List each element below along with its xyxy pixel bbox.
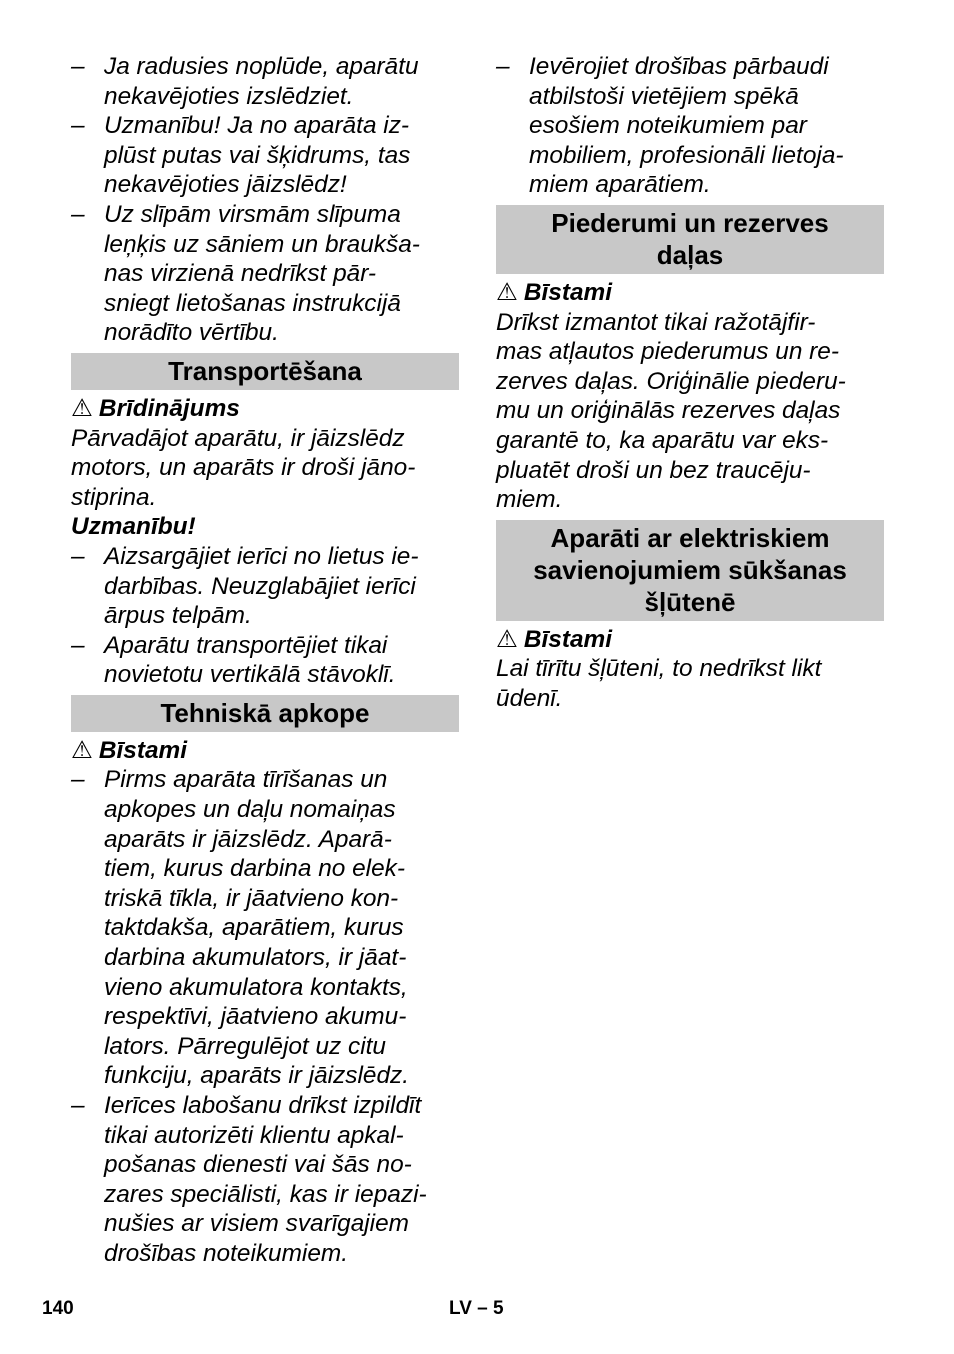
line: miem aparātiem. xyxy=(529,171,711,199)
line: darbina akumulators, ir jāat- xyxy=(104,944,407,972)
line: vieno akumulatora kontakts, xyxy=(104,973,408,1001)
dash-marker: – xyxy=(71,200,85,228)
line: Pārvadājot aparātu, ir jāizslēdz xyxy=(71,424,405,452)
line: leņķis uz sāniem un braukša- xyxy=(104,230,420,258)
caution-label: Uzmanību! xyxy=(71,513,196,541)
line: funkciju, aparāts ir jāizslēdz. xyxy=(104,1062,410,1090)
line: motors, un aparāts ir droši jāno- xyxy=(71,454,416,482)
warning-triangle-icon: ⚠ xyxy=(496,625,518,653)
transport-bullet-list xyxy=(71,542,459,690)
list-item xyxy=(71,52,459,111)
heading-line: savienojumiem sūkšanas xyxy=(533,554,847,585)
line: tikai autorizēti klientu apkal- xyxy=(104,1121,404,1149)
line: nas virzienā nedrīkst pār- xyxy=(104,260,377,288)
line: Aizsargājiet ierīci no lietus ie- xyxy=(104,542,419,570)
danger-label xyxy=(496,278,884,308)
section-heading-maintenance: Tehniskā apkope xyxy=(71,695,459,732)
danger-label xyxy=(71,736,459,766)
line: atbilstoši vietējiem spēkā xyxy=(529,82,799,110)
line: pošanas dienesti vai šās no- xyxy=(104,1151,412,1179)
line: norādīto vērtību. xyxy=(104,319,279,347)
line: mobiliem, profesionāli lietoja- xyxy=(529,141,844,169)
danger-text: Bīstami xyxy=(523,625,612,653)
line: garantē to, ka aparātu var eks- xyxy=(496,426,829,454)
warning-triangle-icon: ⚠ xyxy=(71,736,93,764)
heading-line: Aparāti ar elektriskiem xyxy=(550,522,830,553)
line: darbības. Neuzglabājiet ierīci xyxy=(104,572,416,600)
heading-line: Piederumi un rezerves xyxy=(551,207,829,238)
line: drošības noteikumiem. xyxy=(104,1239,349,1267)
maintenance-bullet-list xyxy=(71,765,459,1268)
line: Pirms aparāta tīrīšanas un xyxy=(104,766,388,794)
line: esošiem noteikumiem par xyxy=(529,112,807,140)
line: aparāts ir jāizslēdz. Aparā- xyxy=(104,825,392,853)
danger-text: Bīstami xyxy=(523,278,612,306)
left-column xyxy=(71,52,459,1269)
intro-bullet-list xyxy=(71,52,459,348)
list-item xyxy=(71,542,459,631)
dash-marker: – xyxy=(71,1092,85,1119)
list-item xyxy=(71,111,459,200)
warning-triangle-icon: ⚠ xyxy=(71,394,93,422)
section-heading-accessories xyxy=(496,205,884,274)
line: Uz slīpām virsmām slīpuma xyxy=(104,200,401,228)
warning-triangle-icon: ⚠ xyxy=(496,278,518,306)
line: Drīkst izmantot tikai ražotājfir- xyxy=(496,308,816,336)
list-item xyxy=(496,52,884,200)
line: Lai tīrītu šļūteni, to nedrīkst likt xyxy=(496,655,822,683)
line: Aparātu transportējiet tikai xyxy=(104,631,388,659)
line: Ierīces labošanu drīkst izpildīt xyxy=(104,1092,422,1119)
line: nekavējoties izslēdziet. xyxy=(104,82,354,110)
heading-line: daļas xyxy=(656,239,724,270)
line: zares speciālisti, kas ir iepazi- xyxy=(104,1180,427,1208)
page-number: 140 xyxy=(42,1298,74,1319)
section-label: LV – 5 xyxy=(449,1298,504,1319)
line: mu un oriģinālās rezerves daļas xyxy=(496,397,841,425)
list-item xyxy=(71,765,459,1091)
dash-marker: – xyxy=(496,53,510,80)
list-item xyxy=(71,1091,459,1269)
warning-label xyxy=(71,394,459,424)
line: zerves daļas. Oriģinālie piederu- xyxy=(496,367,846,395)
line: Ja radusies noplūde, aparātu xyxy=(104,53,419,80)
list-item xyxy=(71,200,459,348)
line: apkopes un daļu nomaiņas xyxy=(104,796,396,824)
right-column xyxy=(496,52,884,714)
right-intro-bullet-list xyxy=(496,52,884,200)
heading-line: šļūtenē xyxy=(644,586,736,617)
electric-hose-text xyxy=(496,654,884,713)
line: novietotu vertikālā stāvoklī. xyxy=(104,661,396,689)
line: tiem, kurus darbina no elek- xyxy=(104,855,405,883)
line: triskā tīkla, ir jāatvieno kon- xyxy=(104,884,399,912)
line: nušies ar visiem svarīgajiem xyxy=(104,1210,409,1238)
dash-marker: – xyxy=(71,53,85,80)
danger-label xyxy=(496,625,884,655)
line: pluatēt droši un bez traucēju- xyxy=(496,456,811,484)
warning-text: Brīdinājums xyxy=(98,394,240,422)
section-heading-transport: Transportēšana xyxy=(71,353,459,390)
transport-warning-text xyxy=(71,424,459,513)
list-item xyxy=(71,631,459,690)
line: mas atļautos piederumus un re- xyxy=(496,338,839,366)
danger-text: Bīstami xyxy=(98,736,187,764)
section-heading-electric-hose xyxy=(496,520,884,621)
line: nekavējoties jāizslēdz! xyxy=(104,171,347,199)
line: ārpus telpām. xyxy=(104,602,252,630)
line: miem. xyxy=(496,486,563,514)
dash-marker: – xyxy=(71,631,85,659)
line: respektīvi, jāatvieno akumu- xyxy=(104,1003,407,1031)
line: plūst putas vai šķidrums, tas xyxy=(104,141,411,169)
line: sniegt lietošanas instrukcijā xyxy=(104,289,401,317)
dash-marker: – xyxy=(71,766,85,794)
line: Uzmanību! Ja no aparāta iz- xyxy=(104,112,410,140)
line: lators. Pārregulējot uz citu xyxy=(104,1032,386,1060)
line: stiprina. xyxy=(71,483,157,511)
line: taktdakša, aparātiem, kurus xyxy=(104,914,404,942)
dash-marker: – xyxy=(71,542,85,570)
accessories-text xyxy=(496,308,884,515)
line: Ievērojiet drošības pārbaudi xyxy=(529,53,829,80)
line: ūdenī. xyxy=(496,684,563,712)
dash-marker: – xyxy=(71,112,85,140)
